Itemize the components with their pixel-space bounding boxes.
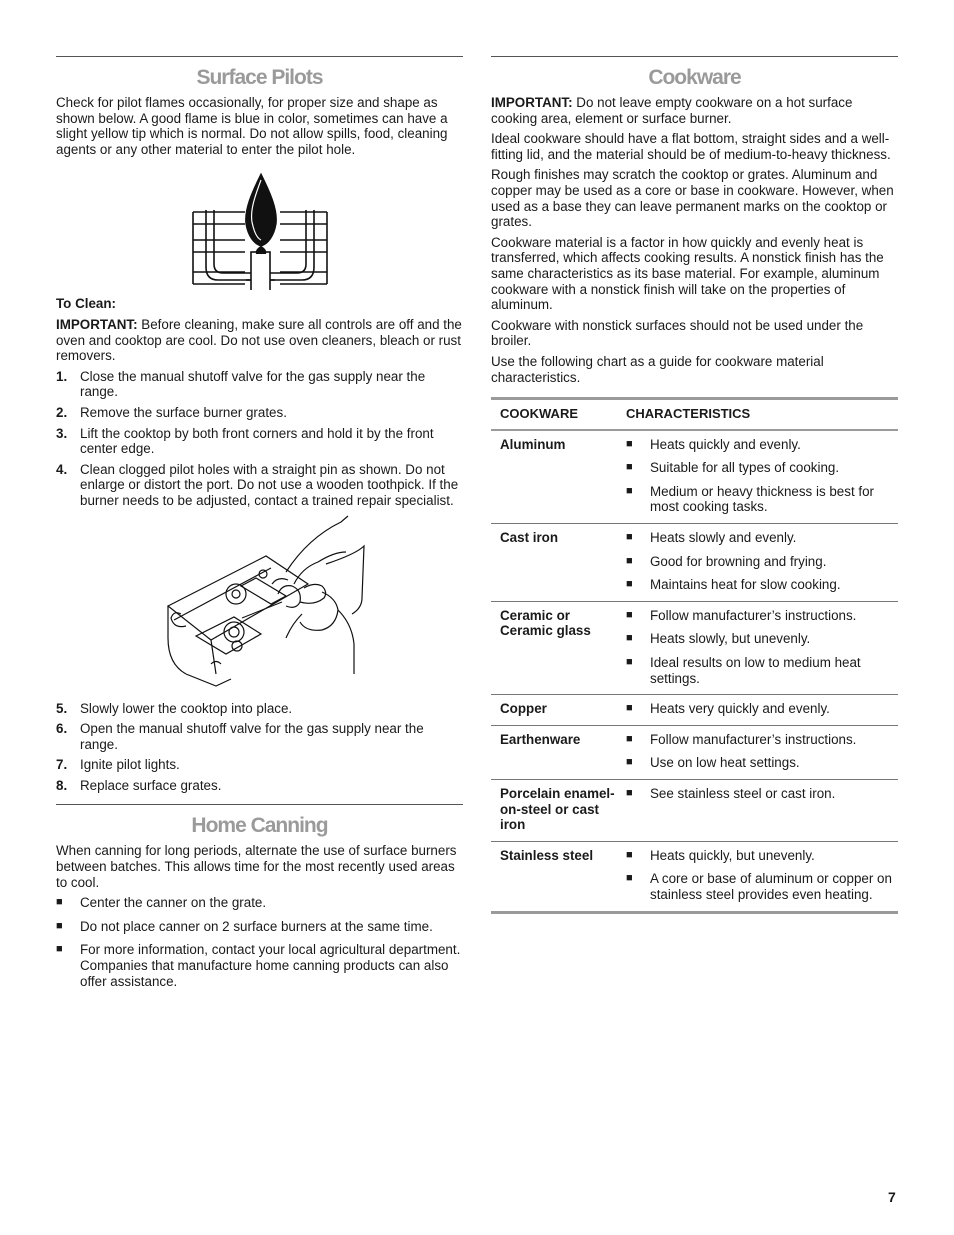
list-item (56, 895, 463, 911)
list-item (626, 848, 898, 864)
cookware-paragraph: Cookware with nonstick surfaces should not be used under the broiler. (491, 317, 864, 349)
table-row (491, 780, 898, 842)
cookware-material: Aluminum (500, 436, 566, 452)
list-item (56, 757, 463, 773)
cookware-material: Stainless steel (500, 847, 594, 863)
right-column (491, 56, 898, 914)
characteristic-text: Maintains heat for slow cooking. (650, 577, 841, 593)
surface-pilots-intro: Check for pilot flames occasionally, for proper size and shape as shown below. A good flame is blue in color, sometimes can have a slight yellow tip which is normal. Do not allow spills, food, cleaning agents or any other material to enter the pilot hole. (56, 95, 448, 157)
bullet-square-icon: ■ (626, 732, 633, 745)
bullet-text: Do not place canner on 2 surface burners at the same time. (80, 918, 433, 934)
cookware-table (491, 397, 898, 913)
table-row (491, 841, 898, 912)
step-number: 4. (56, 461, 68, 477)
characteristics-cell (617, 430, 898, 524)
characteristic-text: Heats slowly, but unevenly. (650, 631, 811, 647)
characteristics-list (626, 786, 898, 802)
to-clean-subheading: To Clean: (56, 296, 117, 312)
characteristic-text: Follow manufacturer’s instructions. (650, 731, 857, 747)
characteristics-cell (617, 725, 898, 779)
table-row (491, 524, 898, 602)
bullet-square-icon: ■ (626, 437, 633, 450)
table-row (491, 601, 898, 694)
table-row (491, 695, 898, 726)
bullet-square-icon: ■ (626, 756, 633, 769)
list-item (626, 786, 898, 802)
characteristic-text: Use on low heat settings. (650, 755, 800, 771)
characteristics-list (626, 437, 898, 515)
column-header-cookware: COOKWARE (500, 406, 578, 422)
column-header-characteristics: CHARACTERISTICS (626, 406, 751, 422)
important-label: IMPORTANT: (491, 95, 573, 110)
characteristic-text: Heats slowly and evenly. (650, 530, 797, 546)
cookware-material: Porcelain enamel-on-steel or cast iron (500, 786, 615, 833)
characteristic-text: See stainless steel or cast iron. (650, 786, 836, 801)
list-item (56, 919, 463, 935)
list-item (626, 732, 898, 748)
bullet-square-icon: ■ (56, 943, 63, 956)
section-divider (56, 804, 463, 805)
section-divider (491, 56, 898, 57)
characteristic-text: Follow manufacturer’s instructions. (650, 607, 857, 623)
pilot-flame-illustration (56, 162, 463, 290)
list-item (626, 554, 898, 570)
step-number: 2. (56, 404, 68, 420)
table-row (491, 430, 898, 524)
step-text: Ignite pilot lights. (80, 757, 180, 773)
list-item (56, 701, 463, 717)
home-canning-heading: Home Canning (191, 814, 328, 838)
step-text: Open the manual shutoff valve for the gas supply near the range. (80, 721, 424, 752)
characteristics-list (626, 732, 898, 771)
bullet-text: Center the canner on the grate. (80, 895, 267, 911)
bullet-square-icon: ■ (626, 656, 633, 669)
bullet-square-icon: ■ (626, 608, 633, 621)
bullet-square-icon: ■ (626, 484, 633, 497)
characteristics-cell (617, 695, 898, 726)
step-number: 8. (56, 777, 68, 793)
bullet-square-icon: ■ (626, 787, 633, 799)
characteristics-list (626, 608, 898, 686)
list-item (56, 942, 463, 989)
list-item (56, 721, 463, 752)
bullet-square-icon: ■ (626, 872, 633, 885)
characteristics-cell (617, 841, 898, 912)
home-canning-bullets (56, 895, 463, 989)
cookware-important-note (491, 95, 898, 126)
important-note (56, 317, 463, 364)
bullet-square-icon: ■ (626, 554, 633, 567)
list-item (626, 701, 898, 717)
list-item (626, 655, 898, 686)
characteristic-text: Heats quickly, but unevenly. (650, 847, 815, 863)
list-item (626, 530, 898, 546)
step-text: Close the manual shutoff valve for the gas supply near the range. (80, 368, 426, 400)
cookware-material: Ceramic or Ceramic glass (500, 607, 591, 639)
cookware-heading: Cookware (648, 66, 741, 89)
step-text: Slowly lower the cooktop into place. (80, 700, 293, 716)
important-text: Before cleaning, make sure all controls are off and the oven and cooktop are cool. Do not use oven cleaners, bleach or rust removers. (56, 316, 462, 364)
cookware-paragraph: Rough finishes may scratch the cooktop or grates. Aluminum and copper may be used as a core or base in cookware. However, when used as a base they can leave permanent marks on the cooktop or grates. (491, 167, 894, 230)
list-item (626, 577, 898, 593)
bullet-square-icon: ■ (626, 702, 633, 715)
list-item (626, 484, 898, 515)
bullet-square-icon: ■ (626, 578, 633, 591)
step-text: Replace surface grates. (80, 777, 222, 793)
characteristic-text: A core or base of aluminum or copper on stainless steel provides even heating. (650, 871, 892, 902)
table-row (491, 725, 898, 779)
bullet-square-icon: ■ (626, 461, 633, 474)
characteristics-cell (617, 601, 898, 694)
cookware-material: Copper (500, 701, 547, 717)
list-item (626, 460, 898, 476)
characteristic-text: Heats very quickly and evenly. (650, 701, 830, 717)
important-text: Do not leave empty cookware on a hot surface cooking area, element or surface burner. (491, 95, 853, 126)
step-text: Remove the surface burner grates. (80, 404, 287, 420)
characteristics-list (626, 701, 898, 717)
important-label: IMPORTANT: (56, 316, 138, 332)
step-number: 7. (56, 757, 68, 773)
list-item (56, 462, 463, 509)
cookware-paragraph: Cookware material is a factor in how quickly and evenly heat is transferred, which affects cooking results. A nonstick finish has the same characteristics as its base material. For example, aluminum cookware with a nonstick finish will take on the properties of aluminum. (491, 234, 884, 313)
bullet-square-icon: ■ (626, 531, 633, 544)
table-header-row (491, 399, 898, 430)
list-item (626, 437, 898, 453)
page-number: 7 (888, 1189, 896, 1205)
home-canning-intro: When canning for long periods, alternate the use of surface burners between batches. This allows time for the most recently used areas to cool. (56, 843, 457, 890)
surface-pilots-heading: Surface Pilots (196, 66, 323, 89)
cleaning-steps-list-continued (56, 701, 463, 794)
bullet-text: For more information, contact your local agricultural department. Companies that manufacture home canning products can also offer assistance. (80, 942, 461, 989)
step-text: Lift the cooktop by both front corners and hold it by the front center edge. (80, 425, 434, 457)
step-number: 5. (56, 700, 68, 716)
list-item (626, 631, 898, 647)
step-number: 6. (56, 721, 68, 737)
bullet-square-icon: ■ (626, 632, 633, 645)
table-body (491, 430, 898, 912)
step-number: 3. (56, 425, 68, 441)
list-item (56, 426, 463, 457)
section-divider (56, 56, 463, 57)
list-item (56, 405, 463, 421)
characteristics-list (626, 848, 898, 903)
list-item (626, 755, 898, 771)
cookware-material: Earthenware (500, 731, 581, 747)
bullet-square-icon: ■ (56, 919, 63, 932)
cookware-material: Cast iron (500, 530, 559, 546)
list-item (626, 871, 898, 902)
step-text: Clean clogged pilot holes with a straight pin as shown. Do not enlarge or distort the port. Do not use a wooden toothpick. If the burner needs to be adjusted, contact a trained repair specialist. (80, 461, 459, 508)
list-item (56, 369, 463, 400)
characteristic-text: Ideal results on low to medium heat settings. (650, 655, 861, 686)
characteristic-text: Medium or heavy thickness is best for most cooking tasks. (650, 483, 875, 515)
bullet-square-icon: ■ (626, 848, 633, 861)
characteristic-text: Heats quickly and evenly. (650, 436, 801, 452)
list-item (626, 608, 898, 624)
step-number: 1. (56, 368, 68, 384)
cookware-paragraph: Ideal cookware should have a flat bottom, straight sides and a well-fitting lid, and the material should be of medium-to-heavy thickness. (491, 131, 891, 162)
left-column (56, 56, 463, 997)
characteristic-text: Good for browning and frying. (650, 553, 827, 569)
pin-cleaning-illustration (56, 514, 463, 694)
cleaning-steps-list (56, 369, 463, 509)
characteristics-list (626, 530, 898, 593)
bullet-square-icon: ■ (56, 896, 63, 909)
characteristic-text: Suitable for all types of cooking. (650, 460, 840, 476)
list-item (56, 778, 463, 794)
characteristics-cell (617, 780, 898, 842)
cookware-paragraph: Use the following chart as a guide for cookware material characteristics. (491, 353, 824, 385)
characteristics-cell (617, 524, 898, 602)
